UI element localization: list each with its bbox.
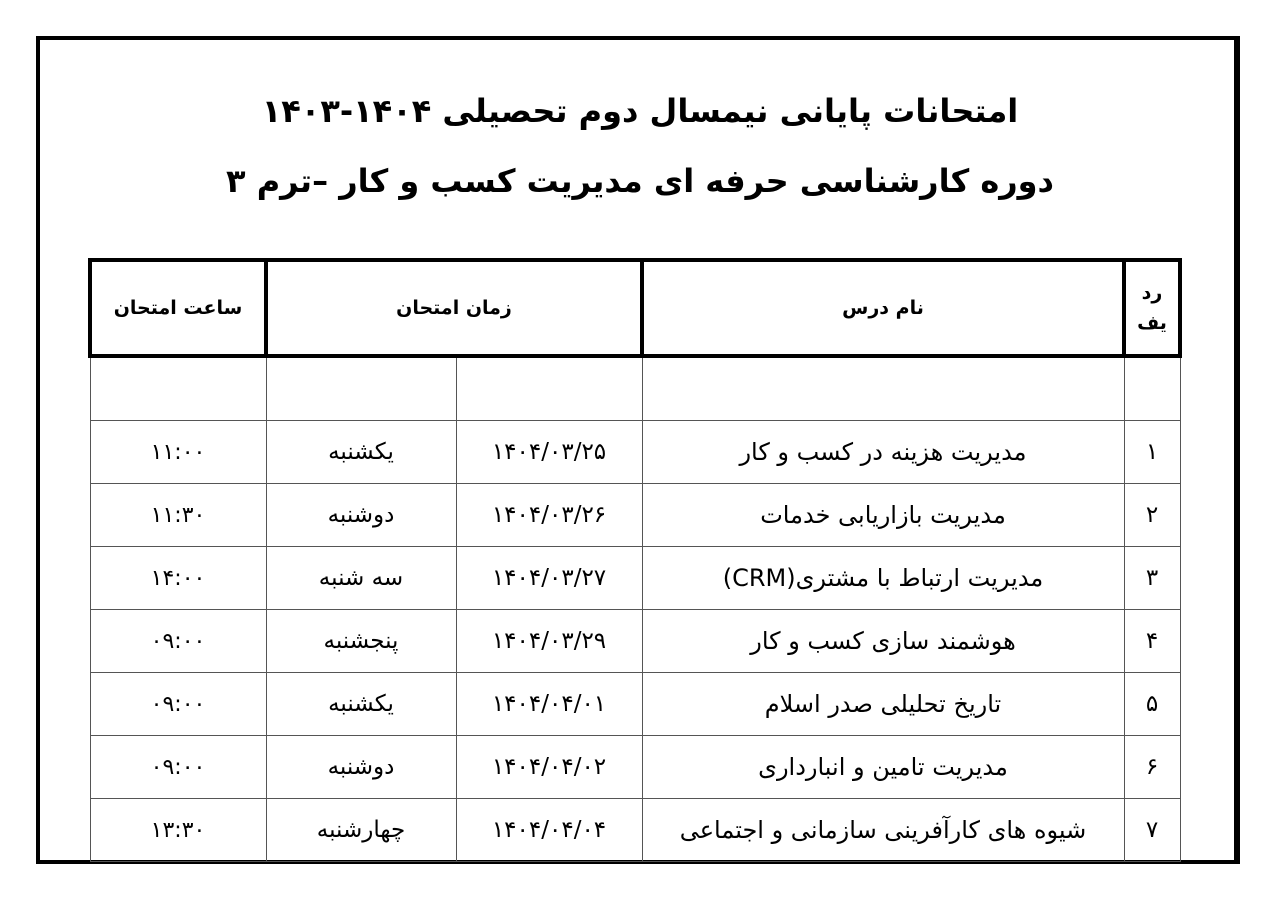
exam-day-cell: یکشنبه	[266, 673, 456, 736]
course-name-cell: هوشمند سازی کسب و کار	[642, 610, 1124, 673]
table-row	[90, 484, 1180, 547]
header-exam-time: ساعت امتحان	[90, 260, 266, 356]
course-name-cell: مدیریت ارتباط با مشتری(CRM)	[642, 547, 1124, 610]
row-number-cell: ۲	[1124, 484, 1180, 547]
header-exam-date: زمان امتحان	[266, 260, 642, 356]
exam-schedule-table	[88, 258, 1182, 862]
header-row-number: رد یف	[1124, 260, 1180, 356]
table-spacer	[90, 356, 1180, 421]
frame-edge	[1234, 36, 1240, 864]
table-row	[90, 421, 1180, 484]
exam-day-cell: چهارشنبه	[266, 799, 456, 862]
table-row	[90, 673, 1180, 736]
exam-time-cell: ۰۹:۰۰	[90, 673, 266, 736]
exam-date-cell: ۱۴۰۴/۰۳/۲۶	[456, 484, 642, 547]
exam-day-cell: پنجشنبه	[266, 610, 456, 673]
exam-date-cell: ۱۴۰۴/۰۳/۲۵	[456, 421, 642, 484]
document-title: امتحانات پایانی نیمسال دوم تحصیلی ۱۴۰۴-۱۴۰۳	[261, 92, 1019, 130]
table-row	[90, 610, 1180, 673]
exam-date-cell: ۱۴۰۴/۰۳/۲۹	[456, 610, 642, 673]
course-name-cell: شیوه های کارآفرینی سازمانی و اجتماعی	[642, 799, 1124, 862]
exam-day-cell: سه شنبه	[266, 547, 456, 610]
course-name-cell: مدیریت بازاریابی خدمات	[642, 484, 1124, 547]
table-header-row	[90, 260, 1180, 356]
course-name-cell: تاریخ تحلیلی صدر اسلام	[642, 673, 1124, 736]
exam-time-cell: ۰۹:۰۰	[90, 610, 266, 673]
exam-day-cell: دوشنبه	[266, 736, 456, 799]
exam-time-cell: ۱۴:۰۰	[90, 547, 266, 610]
course-name-cell: مدیریت هزینه در کسب و کار	[642, 421, 1124, 484]
exam-date-cell: ۱۴۰۴/۰۴/۰۴	[456, 799, 642, 862]
exam-time-cell: ۱۱:۳۰	[90, 484, 266, 547]
row-number-cell: ۶	[1124, 736, 1180, 799]
exam-time-cell: ۱۳:۳۰	[90, 799, 266, 862]
header-course-name: نام درس	[642, 260, 1124, 356]
exam-date-cell: ۱۴۰۴/۰۳/۲۷	[456, 547, 642, 610]
exam-date-cell: ۱۴۰۴/۰۴/۰۲	[456, 736, 642, 799]
course-name-cell: مدیریت تامین و انبارداری	[642, 736, 1124, 799]
document-subtitle: دوره کارشناسی حرفه ای مدیریت کسب و کار –ترم ۳	[226, 162, 1054, 200]
row-number-cell: ۴	[1124, 610, 1180, 673]
table-row	[90, 547, 1180, 610]
table-row	[90, 799, 1180, 862]
row-number-cell: ۷	[1124, 799, 1180, 862]
exam-day-cell: یکشنبه	[266, 421, 456, 484]
exam-day-cell: دوشنبه	[266, 484, 456, 547]
exam-time-cell: ۱۱:۰۰	[90, 421, 266, 484]
exam-date-cell: ۱۴۰۴/۰۴/۰۱	[456, 673, 642, 736]
exam-time-cell: ۰۹:۰۰	[90, 736, 266, 799]
row-number-cell: ۱	[1124, 421, 1180, 484]
row-number-cell: ۳	[1124, 547, 1180, 610]
row-number-cell: ۵	[1124, 673, 1180, 736]
table-row	[90, 736, 1180, 799]
